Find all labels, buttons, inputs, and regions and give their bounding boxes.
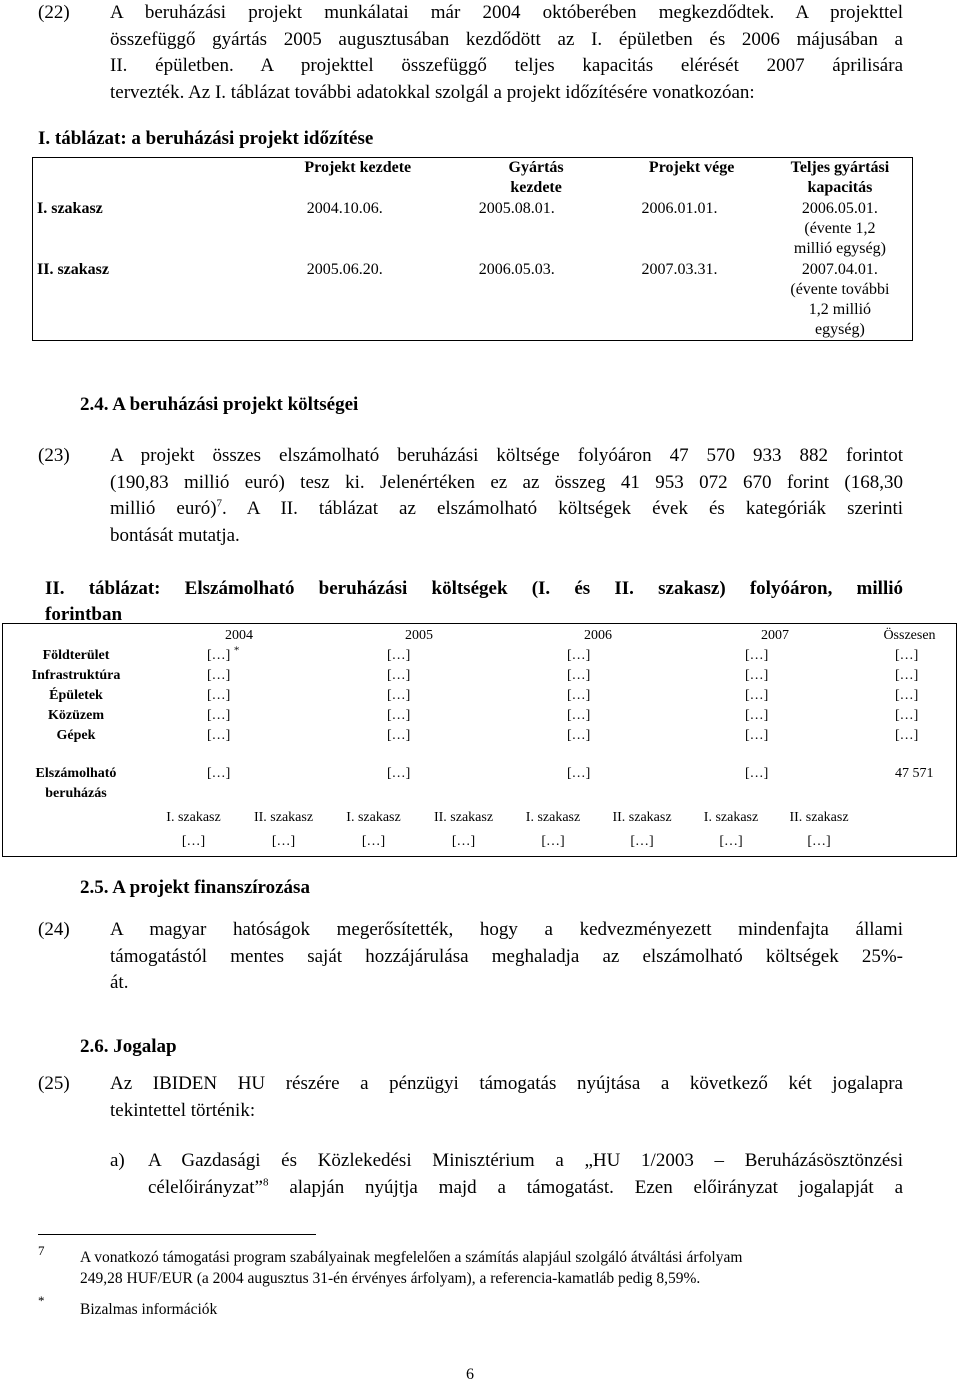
table1-row-label: I. szakasz: [37, 200, 103, 217]
table1-header: Teljes gyártási kapacitás: [790, 159, 890, 196]
section-2-5-heading: 2.5. A projekt finanszírozása: [80, 877, 310, 898]
item-a-line: A Gazdasági és Közlekedési Minisztérium a „HU 1/2003 – Beruházásösztönzési: [148, 1150, 903, 1171]
table2-row-label: Infrastruktúra: [31, 668, 121, 683]
para-24-line: át.: [110, 972, 129, 993]
table2-phase-row: [3, 804, 957, 828]
table2-phase-values-row: [3, 828, 957, 857]
table2-cell: […]: [387, 648, 411, 663]
para-23-number: (23): [38, 445, 70, 466]
table2: [2, 623, 957, 857]
table1-cell: 2004.10.06.: [306, 200, 383, 217]
table2-cell: […]: [895, 648, 919, 663]
table2-phase: I. szakasz: [166, 810, 221, 825]
table2-cell: […]: [181, 834, 206, 849]
para-24-number: (24): [38, 919, 70, 940]
para-22-text: [110, 0, 903, 106]
footnote-7-text: [80, 1247, 904, 1289]
table2-cell: […]: [745, 688, 769, 703]
table2-year: 2004: [225, 628, 253, 643]
table2-cell: […]: [895, 688, 919, 703]
table2-title-line: forintban: [45, 604, 123, 625]
table2-phase: II. szakasz: [612, 810, 672, 825]
table2-row: [3, 646, 957, 666]
table1-cell: 2006.05.03.: [478, 261, 555, 278]
para-24-line: A magyar hatóságok megerősítették, hogy a kedvezményezett mindenfajta állami: [110, 919, 903, 940]
para-23-seg: . A II. táblázat az elszámolható költségek évek és kategóriák szerinti: [222, 498, 904, 519]
table2-cell: […]: [719, 834, 743, 849]
table1-row: [33, 198, 913, 259]
table1-cap-line: (évente további: [790, 281, 890, 298]
para-23-line: (190,83 millió euró) tesz ki. Jelenértéken ez az összeg 41 953 072 670 forint (168,30: [110, 471, 903, 493]
table2-empty: [863, 804, 957, 828]
para-23-line: [110, 496, 903, 523]
item-a-text: [148, 1148, 903, 1201]
table2-cell: […]: [895, 728, 919, 743]
table2-cell: […]: [745, 766, 769, 781]
table2-row: [3, 706, 957, 726]
table2-row-label: Épületek: [49, 688, 103, 703]
table2-total-row: [3, 746, 957, 804]
para-24-text: [110, 917, 903, 997]
table1-header-row: [33, 158, 913, 199]
para-22-line: összefüggő gyártás 2005 augusztusában kezdődött az I. épületben és 2006 májusában a: [110, 28, 903, 50]
table2-corner: [3, 624, 150, 647]
para-25-line: tekintettel történik:: [110, 1099, 256, 1121]
para-22-number: (22): [38, 2, 70, 23]
footnote-7-line: A vonatkozó támogatási program szabályainak megfelelően a számítás alapjául szolgáló átváltási árfolyam: [80, 1249, 743, 1266]
table2-corner: [3, 804, 150, 828]
table2-cell: […]: [630, 834, 654, 849]
footnote-star-mark: *: [38, 1293, 45, 1308]
footnote-separator: [38, 1234, 316, 1235]
para-25-line: Az IBIDEN HU részére a pénzügyi támogatás nyújtása a következő két jogalapra: [110, 1073, 903, 1094]
table2-row: [3, 686, 957, 706]
footnote-ref-7: 7: [216, 497, 223, 510]
table2-cell: […]: [207, 688, 231, 703]
para-24-line: támogatástól mentes saját hozzájárulása meghaladja az elszámolható költségek 25%-: [110, 945, 903, 967]
table2-phase: I. szakasz: [703, 810, 759, 825]
para-22-line: tervezték. Az I. táblázat további adatokkal szolgál a projekt időzítésére vonatkozóan:: [110, 81, 755, 103]
table2-cell: […]: [271, 834, 296, 849]
table2-cell: […]: [567, 668, 591, 683]
table1-header-empty: [33, 158, 259, 199]
table2-year-row: [3, 624, 957, 647]
table1-cell: [768, 198, 913, 259]
footnote-7-mark: 7: [38, 1243, 45, 1258]
table1-header: Projekt vége: [648, 159, 735, 176]
table2-total-label: Elszámolható beruházás: [35, 766, 117, 801]
table2-total-value: 47 571: [895, 766, 934, 781]
item-a-line: célelőirányzat”$^8$ alapján nyújtja majd a támogatást. Ezen előirányzat jogalapját a: [148, 1176, 903, 1198]
table2-cell: […]: [451, 834, 476, 849]
table1-title: I. táblázat: a beruházási projekt időzítése: [38, 128, 374, 149]
table1-cap-line: 1,2 millió: [808, 301, 872, 318]
table2-phase: II. szakasz: [253, 810, 314, 825]
table2-title: [45, 576, 903, 628]
table2-cell: […]: [207, 708, 231, 723]
para-22-line: II. épületben. A projekttel összefüggő teljes kapacitás elérését 2007 áprilisára: [110, 55, 903, 76]
table2-cell: […]: [895, 708, 919, 723]
table1: [32, 157, 913, 341]
table1-row: [33, 259, 913, 341]
table2-cell: […]: [567, 648, 591, 663]
para-22-line: A beruházási projekt munkálatai már 2004 októberében megkezdődtek. A projekttel: [110, 2, 903, 23]
footnote-ref-8: 8: [262, 1176, 269, 1189]
footnote-star-text: Bizalmas információk: [80, 1301, 218, 1318]
table2-cell: […]: [745, 728, 769, 743]
table2-row: [3, 666, 957, 686]
table2-cell: […]: [567, 766, 591, 781]
table2-cell: […]: [387, 708, 411, 723]
table2-cell: […]: [745, 648, 769, 663]
table2-row-label: Közüzem: [48, 708, 104, 723]
table1-cell: 2005.08.01.: [478, 200, 555, 217]
table2-corner: [3, 828, 150, 857]
table2-cell: […]: [387, 688, 411, 703]
para-23-text: [110, 443, 903, 549]
table2-cell: […]: [207, 668, 231, 683]
table1-cap-line: 2006.05.01.: [801, 200, 878, 217]
item-a-letter: a): [110, 1150, 125, 1171]
table2-cell: […]: [387, 728, 411, 743]
table2-year: 2005: [405, 628, 433, 643]
footnote-7-line: 249,28 HUF/EUR (a 2004 augusztus 31-én érvényes árfolyam), a referencia-kamatláb pedig 8,59%.: [80, 1270, 701, 1287]
table1-cell: 2007.03.31.: [641, 261, 718, 278]
table1-cap-line: millió egység): [793, 240, 886, 257]
table2-cell: […]: [361, 834, 386, 849]
table2-cell: […]: [541, 834, 565, 849]
table2-cell: […]: [745, 708, 769, 723]
para-25-text: [110, 1071, 903, 1124]
section-2-6-heading: 2.6. Jogalap: [80, 1036, 177, 1057]
table1-row-label: II. szakasz: [37, 261, 110, 278]
table2-year: 2006: [584, 628, 612, 643]
table2-cell: […]: [807, 834, 831, 849]
confidential-mark: *: [233, 644, 240, 657]
para-23-line: bontását mutatja.: [110, 524, 240, 546]
section-2-4-heading: 2.4. A beruházási projekt költségei: [80, 394, 359, 415]
table2-cell: […]: [567, 688, 591, 703]
table1-header: Gyártás kezdete: [508, 159, 564, 196]
table2-year: 2007: [761, 628, 789, 643]
para-25-number: (25): [38, 1073, 70, 1094]
table2-cell: […]: [387, 766, 411, 781]
table2-cell: […]: [207, 766, 231, 781]
table2-row-label: Gépek: [56, 728, 96, 743]
table2-empty: [863, 828, 957, 857]
table2-phase: I. szakasz: [346, 810, 401, 825]
table1-header: Projekt kezdete: [304, 159, 412, 176]
table2-year: Összesen: [883, 628, 936, 643]
para-23-seg: millió euró): [110, 498, 217, 519]
table2-cell: […]: [895, 668, 919, 683]
table1-cell: [768, 259, 913, 341]
table2-cell: […]: [207, 728, 231, 743]
table1-cap-line: (évente 1,2: [804, 220, 876, 237]
table2-phase: II. szakasz: [433, 810, 494, 825]
table1-cell: 2006.01.01.: [641, 200, 718, 217]
table2-cell: […]: [745, 668, 769, 683]
table1-cell: 2005.06.20.: [306, 261, 383, 278]
table2-cell: […]: [567, 728, 591, 743]
table2-cell: […]: [387, 668, 411, 683]
table1-cap-line: 2007.04.01.: [801, 261, 878, 278]
table1-cap-line: egység): [815, 321, 865, 338]
table2-phase: II. szakasz: [789, 810, 849, 825]
table2-cell: […] *: [207, 644, 240, 663]
table2-title-line: II. táblázat: Elszámolható beruházási költségek (I. és II. szakasz) folyóáron, millió: [45, 578, 903, 599]
table2-phase: I. szakasz: [525, 810, 581, 825]
table2-row: [3, 726, 957, 746]
page-number: 6: [466, 1366, 474, 1383]
para-23-line: A projekt összes elszámolható beruházási költsége folyóáron 47 570 933 882 forintot: [110, 445, 903, 466]
table2-row-label: Földterület: [42, 648, 110, 663]
table2-cell: […]: [567, 708, 591, 723]
